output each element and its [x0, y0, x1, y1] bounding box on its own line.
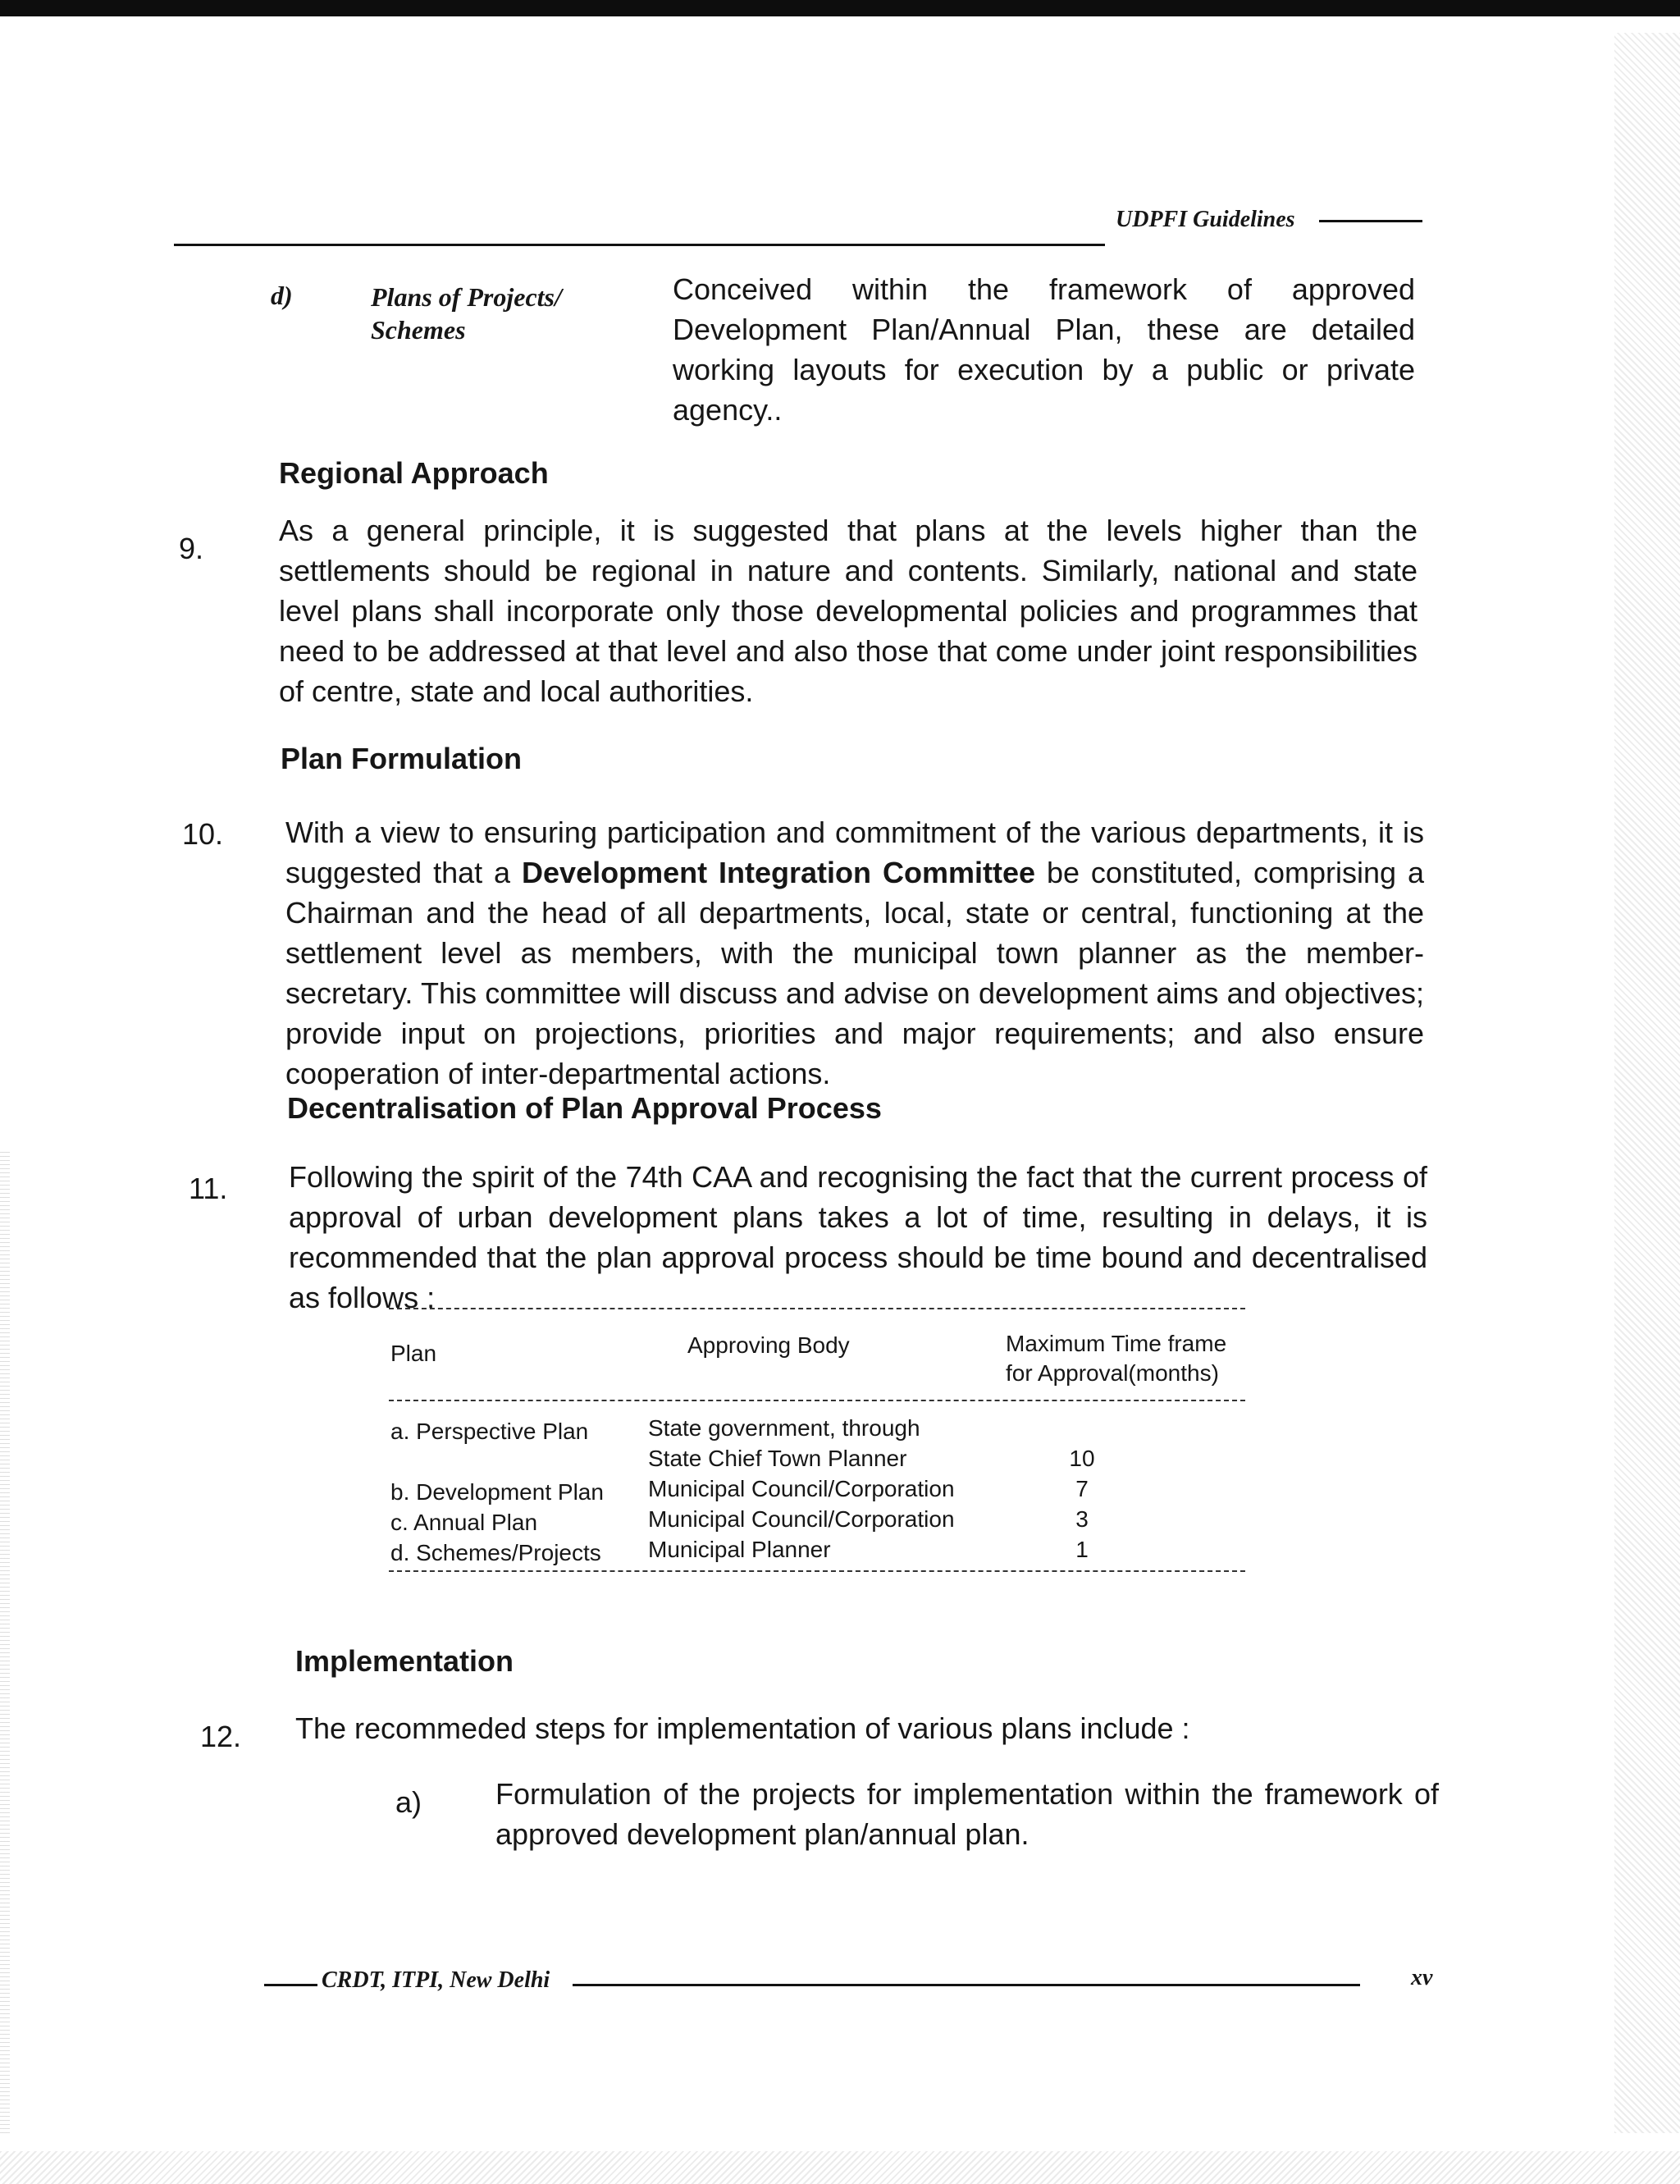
- running-header: UDPFI Guidelines: [1116, 207, 1295, 232]
- header-time-frame-line1: Maximum Time frame: [1006, 1331, 1227, 1356]
- page-number: xv: [1411, 1965, 1433, 1990]
- row-annual-body: Municipal Council/Corporation: [648, 1506, 955, 1532]
- row-schemes-body: Municipal Planner: [648, 1537, 831, 1562]
- heading-plan-formulation: Plan Formulation: [281, 742, 523, 775]
- table-header: [389, 1309, 1245, 1400]
- row-development-body: Municipal Council/Corporation: [648, 1476, 955, 1501]
- header-approving-body: Approving Body: [687, 1332, 850, 1358]
- sub-item-a-text: Formulation of the projects for implementation within the framework of approved development plan/annual plan.: [495, 1777, 1439, 1851]
- footer-rule-lead: [264, 1984, 317, 1986]
- sub-item-a-label: a): [395, 1785, 422, 1819]
- row-perspective-months: 10: [1069, 1446, 1095, 1471]
- row-annual-months: 3: [1075, 1506, 1089, 1532]
- committee-name: Development Integration Committee: [522, 856, 1035, 889]
- heading-implementation: Implementation: [295, 1644, 514, 1678]
- approval-table: [389, 1308, 1245, 1572]
- row-perspective-body-line2: State Chief Town Planner: [648, 1446, 907, 1471]
- paragraph-10-text-start: With a view to ensuring participation and commitment of the various departments, it is suggested that a: [285, 816, 1424, 889]
- paragraph-number-11: 11.: [189, 1172, 228, 1205]
- scan-top-border: [0, 0, 1680, 16]
- paragraph-number-12: 12.: [200, 1720, 242, 1753]
- header-rule-tail: [1319, 220, 1422, 222]
- row-annual-plan: c. Annual Plan: [390, 1510, 538, 1535]
- paragraph-11: Following the spirit of the 74th CAA and recognising the fact that the current process of approval of urban development plans takes a lot of time, resulting in delays, it is recommended that the plan approval process should be time bound and decentralised as follows :: [289, 1160, 1427, 1314]
- header-time-frame-line2: for Approval(months): [1006, 1360, 1219, 1386]
- scan-right-edge: [1614, 33, 1680, 2133]
- paragraph-number-9: 9.: [179, 532, 204, 565]
- row-schemes-months: 1: [1075, 1537, 1089, 1562]
- scan-bottom-edge: [0, 2151, 1680, 2184]
- table-bottom-rule: [389, 1570, 1245, 1572]
- item-d-label: d): [271, 281, 293, 310]
- paragraph-10: [285, 812, 1424, 1094]
- paragraph-10-text-end: be constituted, comprising a Chairman and the head of all departments, local, state or central, functioning at the settlement level as members, with the municipal town planner as the member-secretary. This committee will discuss and advise on development aims and objectives; provide input on projections, priorities and major requirements; and also ensure cooperation of inter-departmental actions.: [285, 856, 1424, 1090]
- header-rule: [174, 244, 1105, 246]
- heading-decentralisation: Decentralisation of Plan Approval Process: [287, 1091, 882, 1125]
- row-perspective-body-line1: State government, through: [648, 1415, 920, 1441]
- header-plan: Plan: [390, 1341, 437, 1366]
- paragraph-12: The recommeded steps for implementation of various plans include :: [295, 1711, 1190, 1745]
- heading-regional-approach: Regional Approach: [279, 456, 549, 490]
- item-d-title: Plans of Projects/ Schemes: [371, 282, 562, 345]
- row-schemes-projects: d. Schemes/Projects: [390, 1540, 601, 1565]
- footer-text: CRDT, ITPI, New Delhi: [322, 1967, 550, 1993]
- footer-rule: [573, 1984, 1360, 1986]
- paragraph-number-10: 10.: [182, 817, 224, 851]
- scan-left-edge: [0, 1149, 10, 2133]
- row-development-months: 7: [1075, 1476, 1089, 1501]
- row-perspective-plan: a. Perspective Plan: [390, 1419, 589, 1444]
- table-body: [389, 1401, 1245, 1570]
- paragraph-9: As a general principle, it is suggested that plans at the levels higher than the settlements should be regional in nature and contents. Similarly, national and state level plans shall incorporate only those developmental policies and programmes that need to be addressed at that level and also those that come under joint responsibilities of centre, state and local authorities.: [279, 514, 1418, 708]
- row-development-plan: b. Development Plan: [390, 1479, 604, 1505]
- item-d-description: Conceived within the framework of approved Development Plan/Annual Plan, these are detailed working layouts for execution by a public or private agency..: [673, 272, 1415, 427]
